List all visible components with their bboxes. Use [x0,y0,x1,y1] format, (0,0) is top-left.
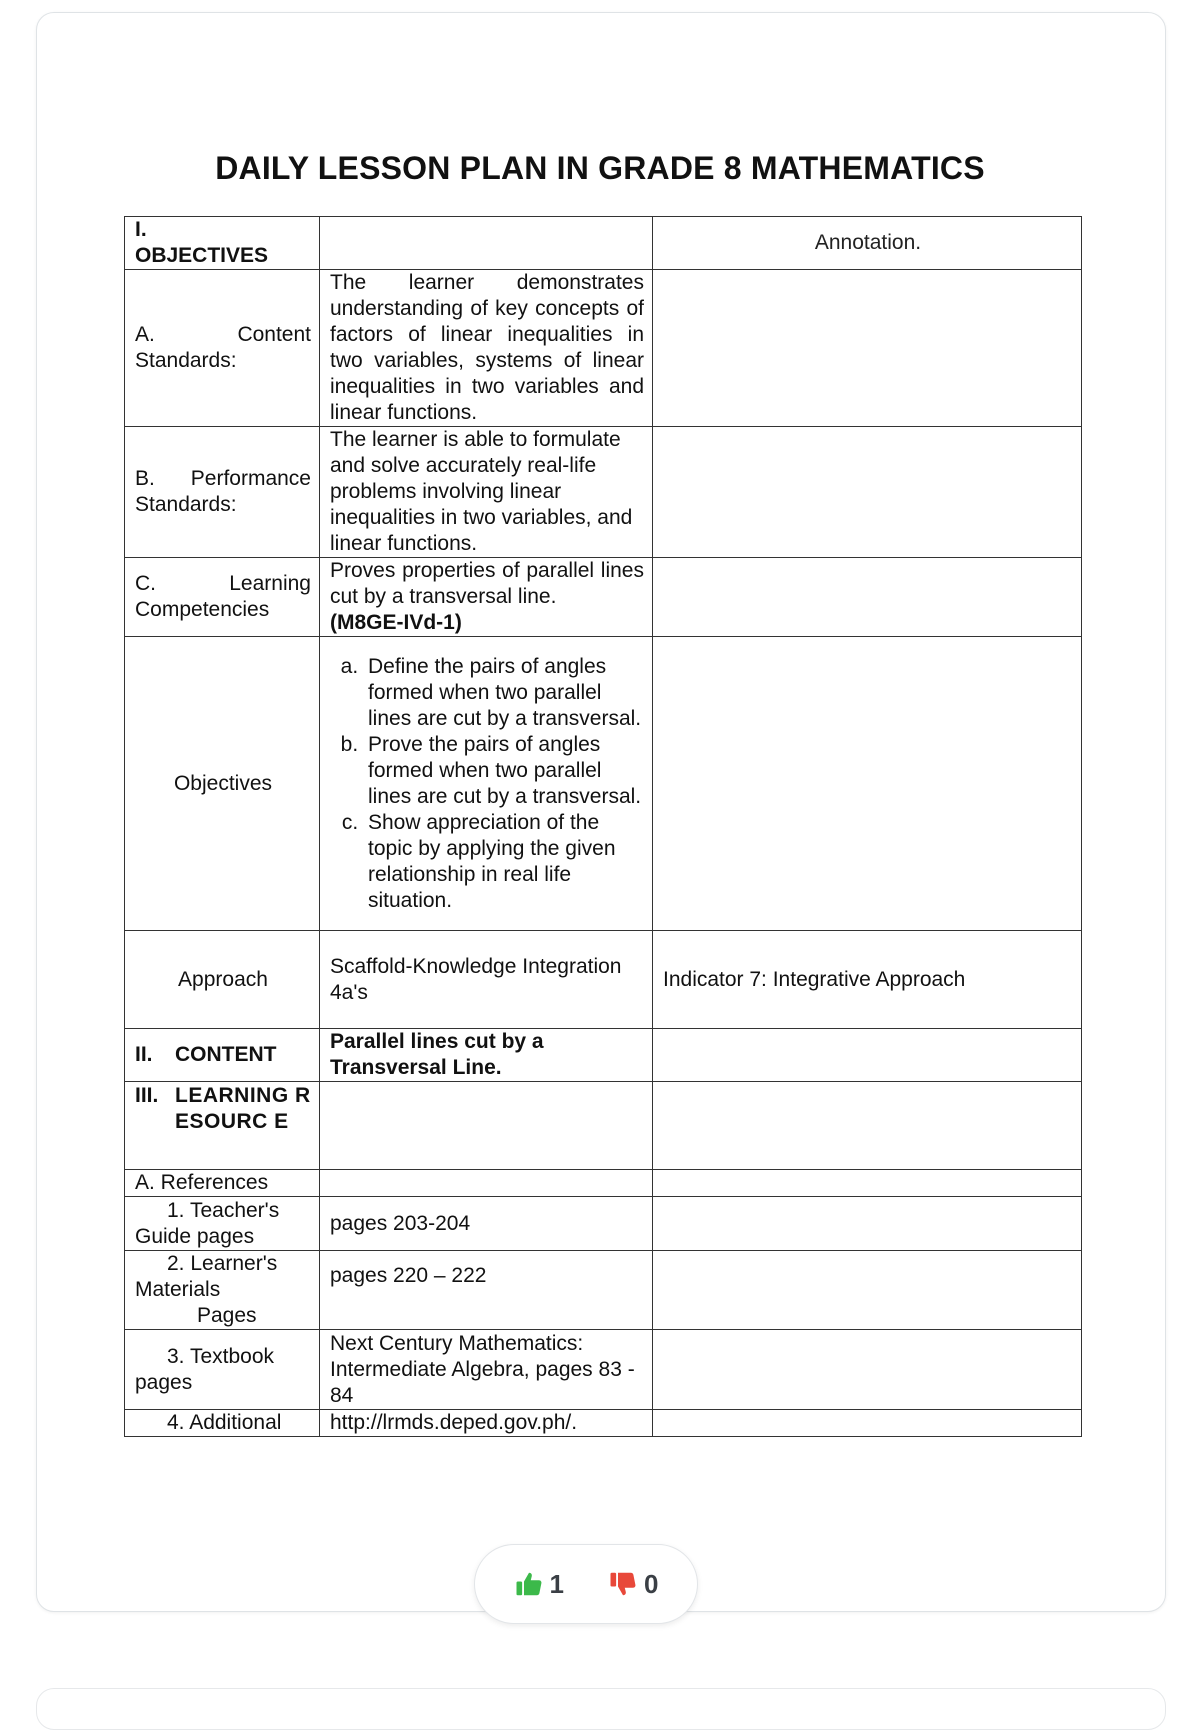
table-row [125,1330,1082,1410]
empty-cell [320,1170,653,1197]
table-row [125,1197,1082,1251]
upvote-count: 1 [549,1568,564,1599]
annotation-cell [653,1029,1082,1082]
table-row [125,1029,1082,1082]
content-heading-cell [125,1029,320,1082]
performance-standards-label: B. Performance Standards: [125,427,320,558]
objectives-list-cell [320,637,653,931]
textbook-text: Next Century Mathematics: Intermediate Algebra, pages 83 - 84 [320,1330,653,1410]
approach-annotation: Indicator 7: Integrative Approach [653,931,1082,1029]
table-row [125,931,1082,1029]
content-heading: CONTENT [175,1043,277,1066]
additional-link: http://lrmds.deped.gov.ph/. [320,1410,653,1437]
next-card [36,1688,1166,1730]
table-row [125,427,1082,558]
objective-item: b. Prove the pairs of angles formed when two parallel lines are cut by a transversal. [364,732,644,810]
objectives-heading-number: I. [135,218,147,241]
objectives-heading: OBJECTIVES [135,244,269,267]
teachers-guide-pages: pages 203-204 [320,1197,653,1251]
vote-bar [474,1544,698,1624]
annotation-cell [653,1170,1082,1197]
content-text: Parallel lines cut by a Transversal Line. [320,1029,653,1082]
learners-materials-label-cell [125,1251,320,1330]
empty-cell [320,1082,653,1170]
textbook-label: 3. Textbook pages [125,1330,320,1410]
downvote-count: 0 [644,1568,659,1599]
annotation-cell [653,637,1082,931]
learners-materials-pages: pages 220 – 222 [320,1251,653,1330]
objectives-list [330,654,644,914]
annotation-cell [653,1330,1082,1410]
annotation-heading: Annotation. [653,217,1082,270]
empty-cell [320,217,653,270]
objective-item: a. Define the pairs of angles formed when two parallel lines are cut by a transversal. [364,654,644,732]
table-row [125,270,1082,427]
table-row [125,1410,1082,1437]
table-row [125,637,1082,931]
learning-competencies-label: C. Learning Competencies [125,558,320,637]
table-row [125,217,1082,270]
performance-standards-text: The learner is able to formulate and solve accurately real-life problems involving linear inequalities in two variables, and linear functions. [320,427,653,558]
table-row [125,1251,1082,1330]
table-row [125,1170,1082,1197]
lesson-plan-table [124,216,1082,1437]
learning-resource-heading-cell [125,1082,320,1170]
competency-code: (M8GE-IVd-1) [330,611,462,634]
annotation-cell [653,1410,1082,1437]
content-standards-text: The learner demonstrates understanding of key concepts of factors of linear inequalities in two variables, systems of linear inequalities in two variables and linear functions. [320,270,653,427]
additional-label: 4. Additional [125,1410,320,1437]
objective-item: c. Show appreciation of the topic by applying the given relationship in real life situation. [364,810,644,914]
content-heading-number: II. [135,1043,153,1066]
content-standards-label: A. Content Standards: [125,270,320,427]
thumbs-up-icon [514,1569,544,1599]
learners-materials-label-pages: Pages [197,1304,257,1327]
teachers-guide-label: 1. Teacher's Guide pages [125,1197,320,1251]
thumbs-down-icon [608,1569,638,1599]
table-row [125,558,1082,637]
learning-resource-number: III. [135,1084,159,1107]
page-title: DAILY LESSON PLAN IN GRADE 8 MATHEMATICS [215,150,985,186]
objectives-heading-cell [125,217,320,270]
objectives-label: Objectives [125,637,320,931]
annotation-cell [653,558,1082,637]
learners-materials-label: 2. Learner's Materials [135,1252,278,1301]
references-label: A. References [125,1170,320,1197]
upvote-button[interactable] [514,1569,564,1600]
learning-competencies-text: Proves properties of parallel lines cut by a transversal line. [330,559,644,608]
annotation-cell [653,1082,1082,1170]
approach-text: Scaffold-Knowledge Integration 4a's [320,931,653,1029]
annotation-cell [653,270,1082,427]
approach-label: Approach [125,931,320,1029]
annotation-cell [653,427,1082,558]
learning-competencies-cell [320,558,653,637]
annotation-cell [653,1251,1082,1330]
annotation-cell [653,1197,1082,1251]
downvote-button[interactable] [608,1569,658,1600]
learning-resource-heading: LEARNING RESOURC E [175,1084,311,1133]
table-row [125,1082,1082,1170]
